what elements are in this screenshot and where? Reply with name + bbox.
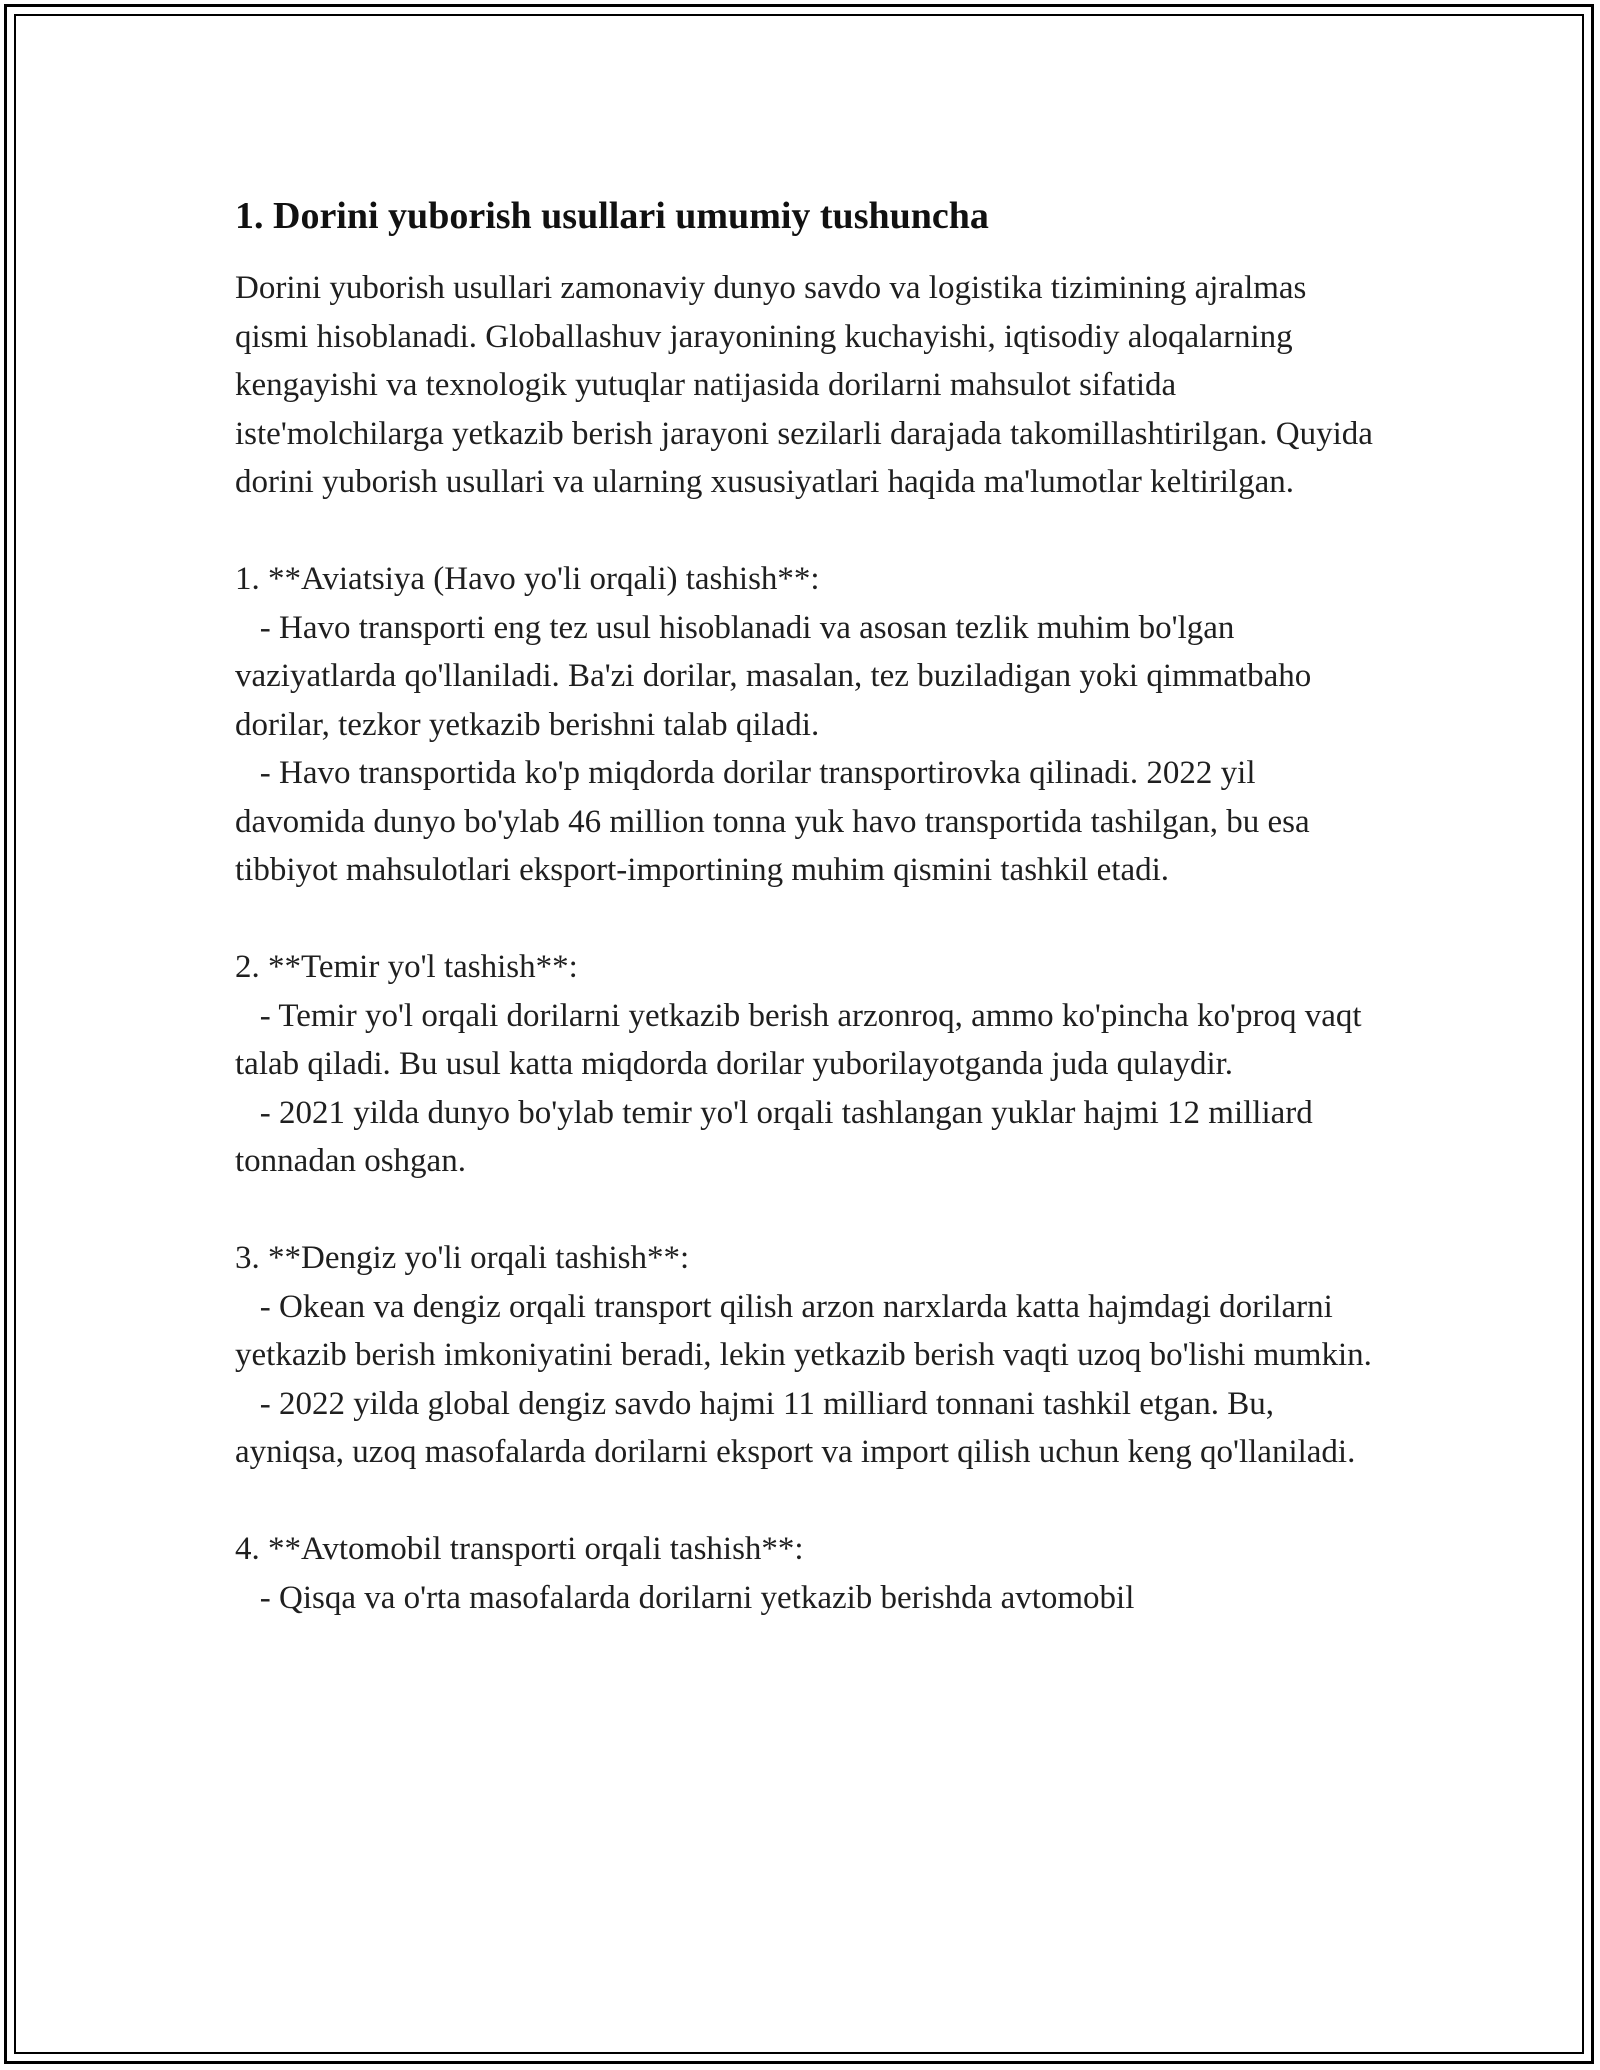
section-title: 1. **Aviatsiya (Havo yo'li orqali) tashish**: <box>235 561 820 597</box>
section-bullet: - Havo transportida ko'p miqdorda dorilar transportirovka qilinadi. 2022 yil davomida dunyo bo'ylab 46 million tonna yuk havo transportida tashilgan, bu esa tibbiyot mahsulotlari eksport-importining muhim qismini tashkil etadi. <box>235 755 1318 888</box>
section-title: 4. **Avtomobil transporti orqali tashish**: <box>235 1531 804 1567</box>
section-title: 2. **Temir yo'l tashish**: <box>235 949 578 985</box>
section-bullet: - 2022 yilda global dengiz savdo hajmi 11 milliard tonnani tashkil etgan. Bu, ayniqsa, uzoq masofalarda dorilarni eksport va import qilish uchun keng qo'llaniladi. <box>235 1385 1356 1470</box>
intro-paragraph: Dorini yuborish usullari zamonaviy dunyo savdo va logistika tizimining ajralmas qismi hisoblanadi. Globallashuv jarayonining kuchayishi, iqtisodiy aloqalarning kengayishi va texnologik yutuqlar natijasida dorilarni mahsulot sifatida iste'molchilarga yetkazib berish jarayoni sezilarli darajada takomillashtirilgan. Quyida dorini yuborish usullari va ularning xususiyatlari haqida ma'lumotlar keltirilgan. <box>235 270 1382 500</box>
section-bullet: - Okean va dengiz orqali transport qilish arzon narxlarda katta hajmdagi dorilarni yetkazib berish imkoniyatini beradi, lekin yetkazib berish vaqti uzoq bo'lishi mumkin. <box>235 1288 1372 1373</box>
section-heading: 1. Dorini yuborish usullari umumiy tushuncha <box>235 195 989 237</box>
section-road <box>235 1525 1385 1622</box>
section-railway <box>235 943 1385 1186</box>
section-title: 3. **Dengiz yo'li orqali tashish**: <box>235 1240 690 1276</box>
section-bullet: - Havo transporti eng tez usul hisoblanadi va asosan tezlik muhim bo'lgan vaziyatlarda qo'llaniladi. Ba'zi dorilar, masalan, tez buziladigan yoki qimmatbaho dorilar, tezkor yetkazib berishni talab qiladi. <box>235 609 1320 743</box>
section-aviation <box>235 555 1385 895</box>
section-bullet: - Temir yo'l orqali dorilarni yetkazib berish arzonroq, ammo ko'pincha ko'proq vaqt talab qiladi. Bu usul katta miqdorda dorilar yuborilayotganda juda qulaydir. <box>235 997 1370 1082</box>
section-sea <box>235 1234 1385 1477</box>
section-bullet: - 2021 yilda dunyo bo'ylab temir yo'l orqali tashlangan yuklar hajmi 12 milliard tonnadan oshgan. <box>235 1094 1322 1179</box>
section-bullet: - Qisqa va o'rta masofalarda dorilarni yetkazib berishda avtomobil <box>235 1579 1135 1616</box>
document-body <box>235 188 1385 1622</box>
